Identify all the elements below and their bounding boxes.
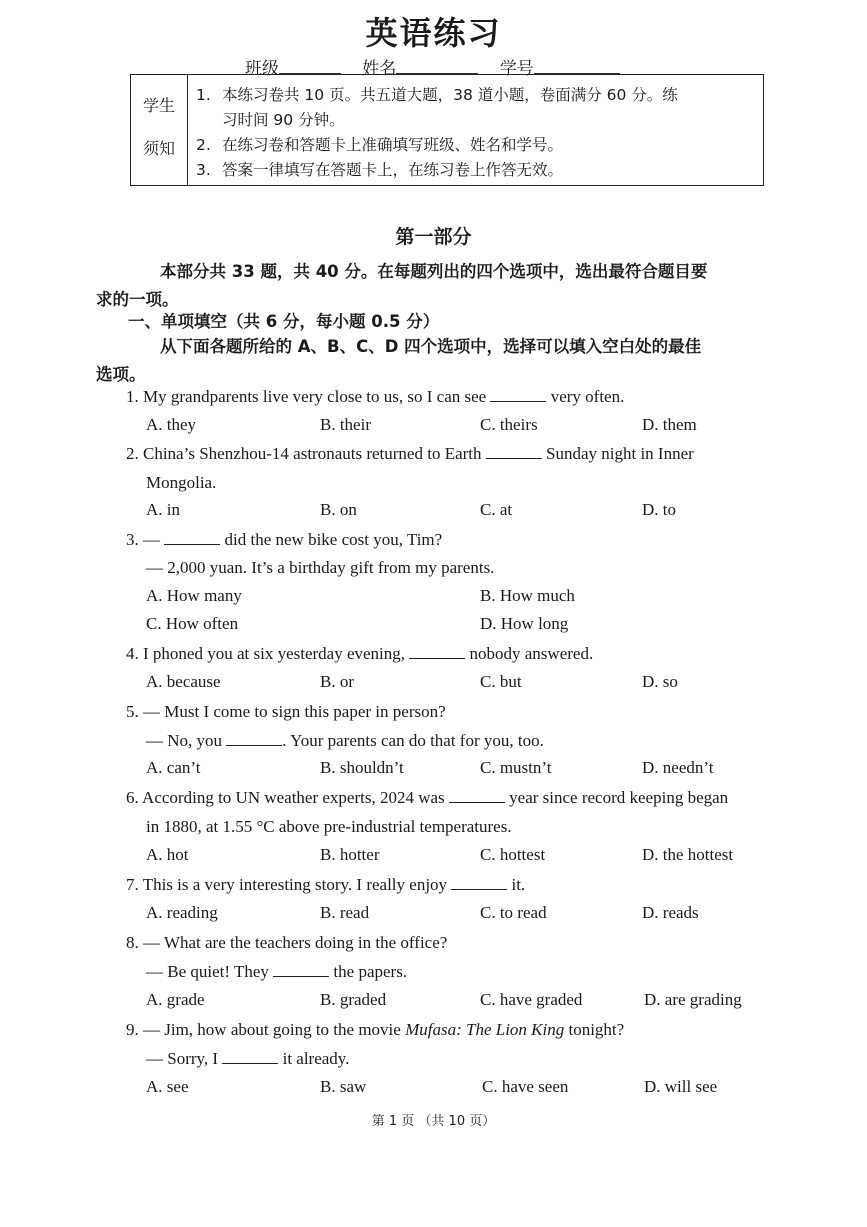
- question-9: 9. — Jim, how about going to the movie Mufasa: The Lion King tonight?: [126, 1020, 625, 1039]
- option-a[interactable]: A. can’t: [146, 758, 201, 777]
- notice-item: 3. 答案一律填写在答题卡上，在练习卷上作答无效。: [196, 161, 564, 179]
- option-a[interactable]: A. because: [146, 672, 221, 691]
- option-b[interactable]: B. or: [320, 672, 354, 691]
- option-b[interactable]: B. read: [320, 903, 370, 922]
- option-c[interactable]: C. theirs: [480, 415, 538, 434]
- question-8-reply: — Be quiet! They the papers.: [146, 962, 408, 981]
- answer-blank: [490, 387, 546, 402]
- question-1: 1. My grandparents live very close to us, so I can see very often.: [126, 387, 625, 406]
- question-5-reply: — No, you . Your parents can do that for you, too.: [146, 731, 544, 750]
- page-footer: 第 1 页 （共 10 页）: [371, 1114, 496, 1129]
- answer-blank: [486, 444, 542, 459]
- option-d[interactable]: D. to: [642, 500, 676, 519]
- option-b[interactable]: B. their: [320, 415, 371, 434]
- option-c[interactable]: C. How often: [146, 614, 239, 633]
- answer-blank: [409, 644, 465, 659]
- answer-blank: [451, 875, 507, 890]
- option-c[interactable]: C. have seen: [482, 1077, 569, 1096]
- option-b[interactable]: B. on: [320, 500, 357, 519]
- option-c[interactable]: C. but: [480, 672, 522, 691]
- notice-label: [131, 75, 188, 185]
- option-a[interactable]: A. hot: [146, 845, 189, 864]
- option-d[interactable]: D. are grading: [644, 990, 742, 1009]
- option-c[interactable]: C. hottest: [480, 845, 546, 864]
- option-c[interactable]: C. to read: [480, 903, 547, 922]
- question-9-reply: — Sorry, I it already.: [146, 1049, 350, 1068]
- question-5: 5. — Must I come to sign this paper in person?: [126, 702, 446, 721]
- notice-items: [188, 75, 763, 185]
- question-8: 8. — What are the teachers doing in the office?: [126, 933, 448, 952]
- question-6: 6. According to UN weather experts, 2024 was year since record keeping began: [126, 788, 729, 807]
- option-d[interactable]: D. How long: [480, 614, 569, 633]
- option-b[interactable]: B. shouldn’t: [320, 758, 404, 777]
- question-7: 7. This is a very interesting story. I really enjoy it.: [126, 875, 526, 894]
- option-c[interactable]: C. mustn’t: [480, 758, 552, 777]
- part-intro: 本部分共 33 题，共 40 分。在每题列出的四个选项中，选出最符合题目要 求的一项。: [96, 262, 708, 309]
- option-b[interactable]: B. hotter: [320, 845, 380, 864]
- option-a[interactable]: A. see: [146, 1077, 189, 1096]
- answer-blank: [222, 1049, 278, 1064]
- class-label: 班级: [245, 59, 279, 79]
- option-b[interactable]: B. How much: [480, 586, 575, 605]
- answer-blank: [164, 530, 220, 545]
- option-a[interactable]: A. in: [146, 500, 180, 519]
- option-d[interactable]: D. them: [642, 415, 697, 434]
- question-2: 2. China’s Shenzhou-14 astronauts returned to Earth Sunday night in Inner: [126, 444, 694, 463]
- option-a[interactable]: A. grade: [146, 990, 205, 1009]
- question-2-cont: Mongolia.: [146, 473, 217, 492]
- option-d[interactable]: D. so: [642, 672, 678, 691]
- id-label: 学号: [499, 59, 534, 79]
- notice-label-line1: 学生: [142, 96, 175, 115]
- part-title: 第一部分: [395, 226, 472, 248]
- option-b[interactable]: B. graded: [320, 990, 387, 1009]
- option-b[interactable]: B. saw: [320, 1077, 367, 1096]
- student-notice-box: [130, 74, 764, 186]
- option-a[interactable]: A. reading: [146, 903, 218, 922]
- answer-blank: [273, 962, 329, 977]
- answer-blank: [226, 731, 282, 746]
- section-instructions: 从下面各题所给的 A、B、C、D 四个选项中，选择可以填入空白处的最佳 选项。: [96, 337, 702, 384]
- question-3: 3. — did the new bike cost you, Tim?: [126, 530, 443, 549]
- page-title: 英语练习: [365, 14, 502, 52]
- option-a[interactable]: A. How many: [146, 586, 242, 605]
- notice-item: 2. 在练习卷和答题卡上准确填写班级、姓名和学号。: [196, 136, 564, 154]
- option-c[interactable]: C. at: [480, 500, 513, 519]
- option-d[interactable]: D. needn’t: [642, 758, 714, 777]
- notice-item: 1. 本练习卷共 10 页。共五道大题，38 道小题，卷面满分 60 分。练: [196, 86, 678, 104]
- option-d[interactable]: D. will see: [644, 1077, 718, 1096]
- option-a[interactable]: A. they: [146, 415, 197, 434]
- option-c[interactable]: C. have graded: [480, 990, 583, 1009]
- option-d[interactable]: D. reads: [642, 903, 699, 922]
- movie-title: Mufasa: The Lion King: [405, 1020, 565, 1039]
- question-6-cont: in 1880, at 1.55 °C above pre-industrial temperatures.: [146, 817, 512, 836]
- question-4: 4. I phoned you at six yesterday evening, nobody answered.: [126, 644, 594, 663]
- notice-item: 习时间 90 分钟。: [222, 111, 345, 129]
- name-label: 姓名: [362, 59, 397, 79]
- question-3-reply: — 2,000 yuan. It’s a birthday gift from my parents.: [146, 558, 495, 577]
- notice-label-line2: 须知: [142, 139, 175, 158]
- section-heading: 一、单项填空（共 6 分，每小题 0.5 分）: [128, 312, 440, 331]
- option-d[interactable]: D. the hottest: [642, 845, 734, 864]
- answer-blank: [449, 788, 505, 803]
